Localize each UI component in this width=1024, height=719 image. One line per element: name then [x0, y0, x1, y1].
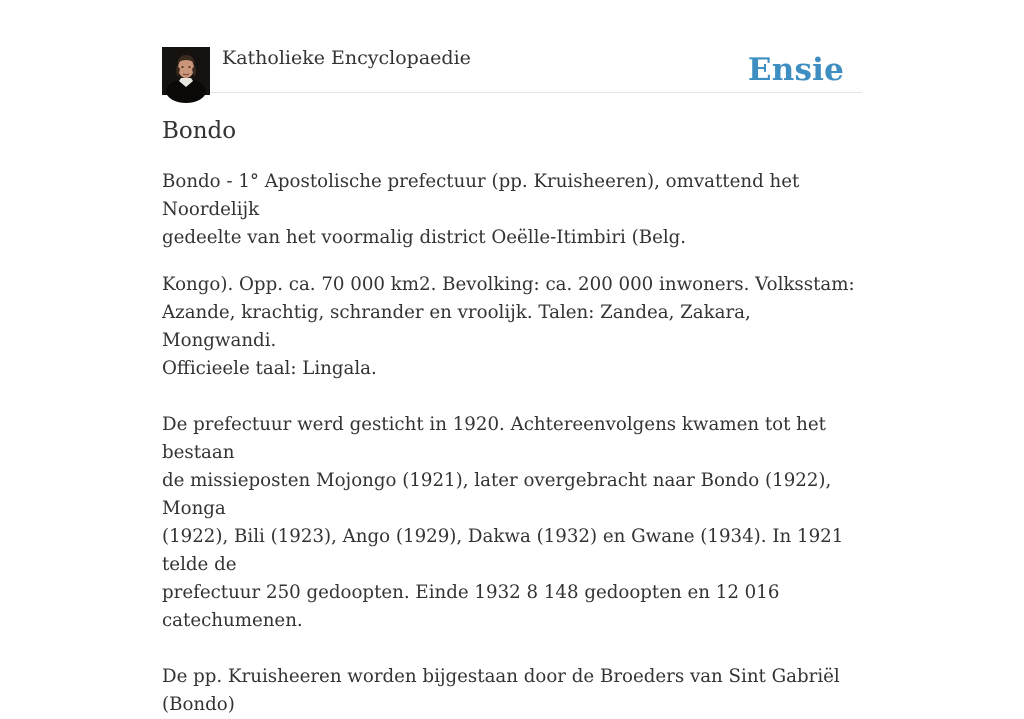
- article-content: [162, 168, 862, 719]
- brand-logo[interactable]: Ensie: [747, 52, 844, 88]
- article-body: Kongo). Opp. ca. 70 000 km2. Bevolking: ca. 200 000 inwoners. Volksstam: Azande, krachtig, schrander en vroolijk. Talen: Zandea, Zakara, Mongwandi. Officieele taal: Lingala. De prefectuur werd gesticht in 1920. Achtereenvolgens kwamen tot het bestaan de missieposten Mojongo (1921), later overgebracht naar Bondo (1922), Monga (1922), Bili (1923), Ango (1929), Dakwa (1932) en Gwane (1934). In 1921 telde de prefectuur 250 gedoopten. Einde 1932 8 148 gedoopten en 12 016 catechumenen. De pp. Kruisheeren worden bijgestaan door de Broeders van Sint Gabriël (Bondo): [162, 274, 855, 715]
- site-header: [162, 46, 862, 93]
- portrait-avatar-icon-graphic: [162, 47, 210, 95]
- source-title[interactable]: Katholieke Encyclopaedie: [222, 47, 471, 69]
- portrait-avatar-icon[interactable]: [162, 47, 210, 95]
- article-title: Bondo: [162, 118, 237, 144]
- article-lead: Bondo - 1° Apostolische prefectuur (pp. Kruisheeren), omvattend het Noordelijk gedeelte van het voormalig district Oeëlle-Itimbiri (Belg.: [162, 171, 800, 248]
